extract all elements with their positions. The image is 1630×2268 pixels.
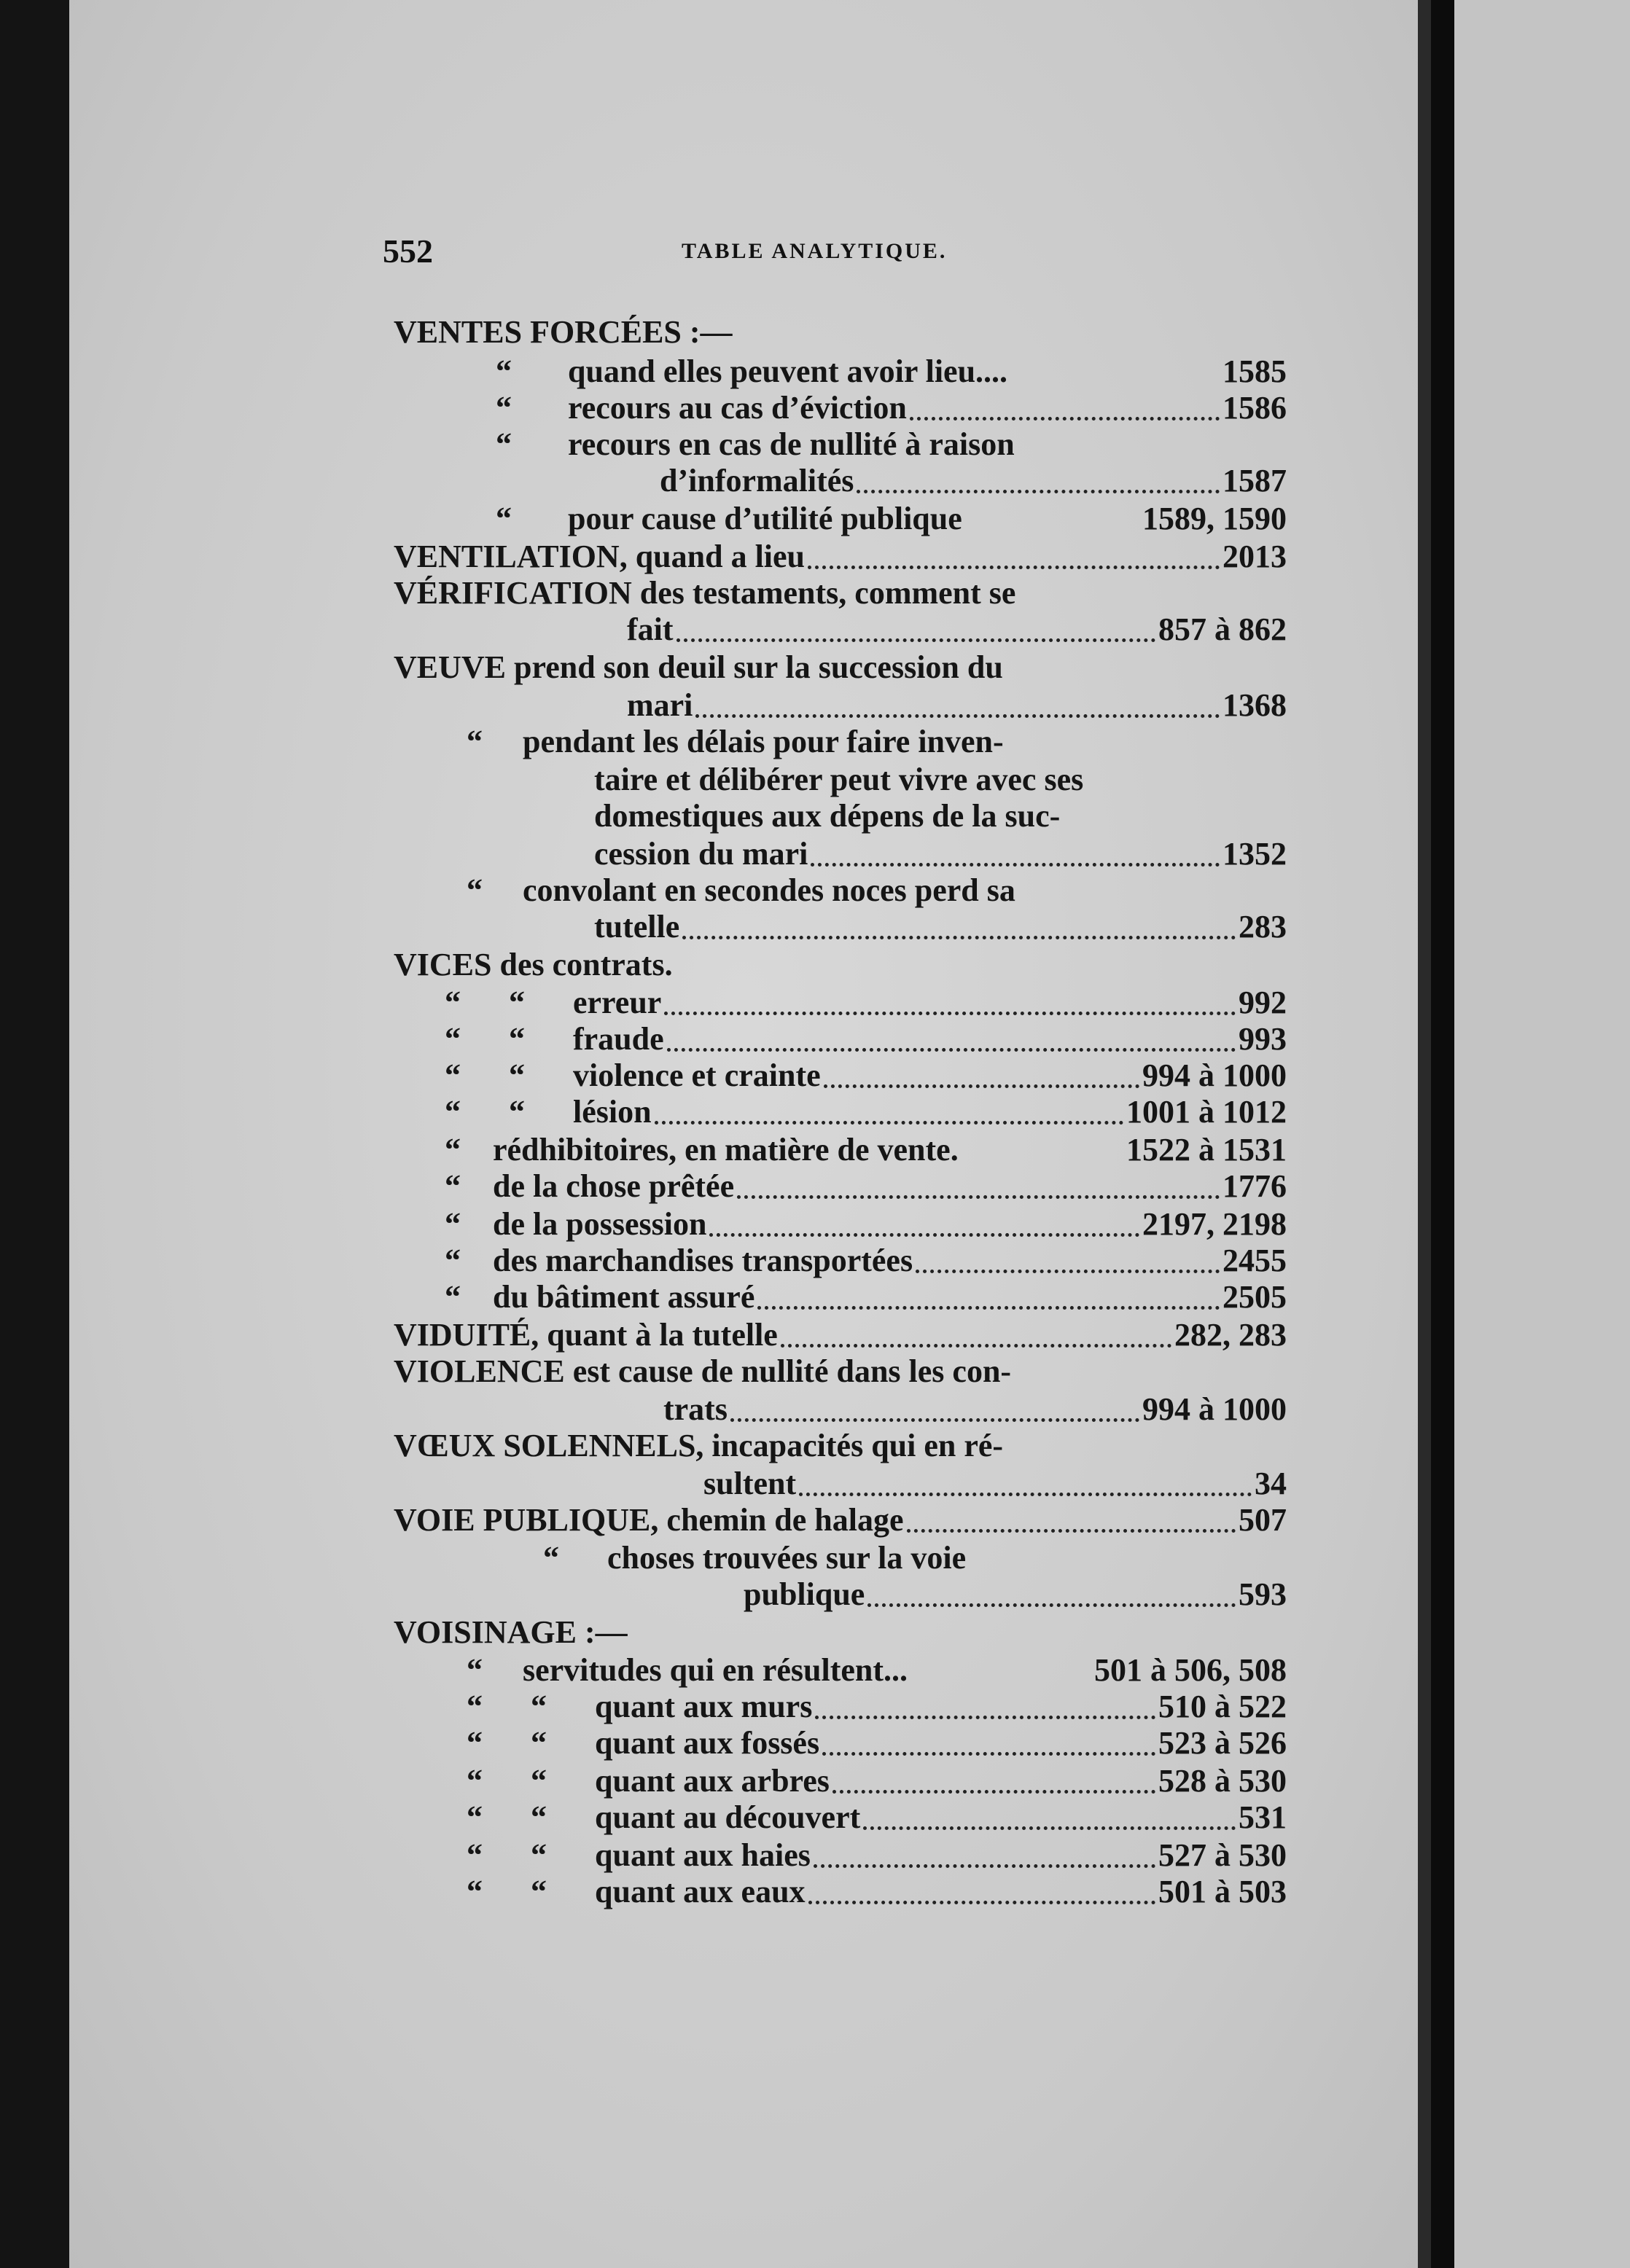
- entry-text: taire et délibérer peut vivre avec ses: [594, 762, 1084, 797]
- entry-text: “ quand elles peuvent avoir lieu....: [496, 353, 1008, 389]
- index-entry: [467, 1837, 1287, 1874]
- index-entry: [445, 1242, 1287, 1280]
- entry-text: “ “ quant aux arbres: [467, 1763, 830, 1799]
- article-reference: 2013: [1222, 539, 1287, 574]
- entry-text: VÉRIFICATION des testaments, comment se: [394, 575, 1016, 611]
- index-entry: [394, 538, 1287, 576]
- entry-text: mari: [627, 687, 693, 723]
- index-entry: [663, 1391, 1287, 1428]
- article-reference: 282, 283: [1174, 1317, 1287, 1353]
- page-header: [383, 232, 1287, 275]
- article-reference: 994 à 1000: [1142, 1057, 1287, 1093]
- index-entry: [627, 611, 1287, 649]
- entry-text: “ des marchandises transportées: [445, 1243, 913, 1278]
- index-entry: [445, 1205, 1287, 1243]
- entry-text: VOIE PUBLIQUE, chemin de halage: [394, 1502, 904, 1538]
- dot-leader: [667, 1048, 1236, 1052]
- index-entry: [394, 1353, 1287, 1391]
- entry-text: d’informalités: [660, 463, 854, 498]
- article-reference: 994 à 1000: [1142, 1391, 1287, 1427]
- index-entry: [467, 723, 1287, 761]
- entry-text: VENTILATION, quand a lieu: [394, 539, 806, 574]
- dot-leader: [799, 1493, 1252, 1496]
- index-entry: [445, 984, 1287, 1022]
- dot-leader: [655, 1121, 1123, 1125]
- index-entry: [744, 1576, 1287, 1614]
- index-entry: [394, 1501, 1287, 1539]
- article-reference: 527 à 530: [1158, 1837, 1287, 1873]
- article-reference: 993: [1239, 1021, 1287, 1057]
- index-entry: [467, 872, 1287, 910]
- article-reference: 531: [1239, 1799, 1287, 1835]
- index-entry: [445, 1131, 1287, 1169]
- entry-text: “ rédhibitoires, en matière de vente.: [445, 1132, 959, 1168]
- dot-leader: [811, 863, 1220, 867]
- index-entry: [496, 389, 1287, 427]
- entry-text: “ de la chose prêtée: [445, 1168, 735, 1204]
- index-entry: [394, 1427, 1287, 1465]
- index-entry: [394, 574, 1287, 612]
- dot-leader: [867, 1603, 1236, 1607]
- entry-text: “ pour cause d’utilité publique: [496, 501, 962, 536]
- page-edge-shadow: [1418, 0, 1431, 2268]
- article-reference: 2455: [1222, 1243, 1287, 1278]
- dot-leader: [781, 1344, 1171, 1348]
- index-entry: [467, 1724, 1287, 1762]
- entry-text: VIOLENCE est cause de nullité dans les con-: [394, 1353, 1012, 1389]
- entry-text: “ “ quant aux murs: [467, 1689, 813, 1724]
- index-entry: [394, 649, 1287, 687]
- article-reference: 507: [1239, 1502, 1287, 1538]
- index-entry: [445, 1168, 1287, 1205]
- entry-text: VICES des contrats.: [394, 947, 673, 982]
- dot-leader: [907, 1529, 1236, 1533]
- index-entry: [394, 946, 1287, 984]
- entry-text: “ choses trouvées sur la voie: [543, 1540, 967, 1576]
- dot-leader: [824, 1084, 1139, 1088]
- dot-leader: [832, 1790, 1155, 1794]
- index-entry: [467, 1873, 1287, 1911]
- article-reference: 510 à 522: [1158, 1689, 1287, 1724]
- entry-text: VOISINAGE :—: [394, 1614, 628, 1650]
- index-entry: [394, 313, 1287, 351]
- dot-leader: [709, 1233, 1139, 1237]
- facing-page-edge: [1454, 0, 1630, 2268]
- article-reference: 501 à 503: [1158, 1874, 1287, 1909]
- index-entry: [445, 1020, 1287, 1058]
- entry-text: “ “ quant au découvert: [467, 1799, 861, 1835]
- entry-text: “ convolant en secondes noces perd sa: [467, 872, 1015, 908]
- index-entry: [496, 353, 1287, 391]
- entry-text: VIDUITÉ, quant à la tutelle: [394, 1317, 778, 1353]
- entry-text: tutelle: [594, 909, 680, 945]
- dot-leader: [910, 417, 1220, 421]
- index-entry: [703, 1465, 1287, 1503]
- dot-leader: [682, 936, 1236, 939]
- index-entry: [445, 1278, 1287, 1316]
- entry-text: domestiques aux dépens de la suc-: [594, 798, 1061, 834]
- index-entry: [594, 761, 1287, 799]
- index-entry: [594, 908, 1287, 946]
- article-reference: 2505: [1222, 1279, 1287, 1315]
- entry-text: VENTES FORCÉES :—: [394, 314, 733, 350]
- article-reference: 1522 à 1531: [1126, 1132, 1287, 1168]
- entry-text: cession du mari: [594, 836, 808, 872]
- index-entry: [594, 797, 1287, 835]
- article-reference: 1587: [1222, 463, 1287, 498]
- index-entry: [594, 835, 1287, 873]
- index-entry: [445, 1093, 1287, 1131]
- article-reference: 1368: [1222, 687, 1287, 723]
- index-entry: [467, 1651, 1287, 1689]
- article-reference: 528 à 530: [1158, 1763, 1287, 1799]
- article-reference: 283: [1239, 909, 1287, 945]
- article-reference: 501 à 506, 508: [1094, 1652, 1287, 1688]
- dot-leader: [757, 1306, 1220, 1310]
- dot-leader: [814, 1864, 1155, 1868]
- index-entry: [660, 462, 1287, 500]
- entry-text: trats: [663, 1391, 728, 1427]
- article-reference: 34: [1255, 1466, 1287, 1501]
- index-entry: [496, 500, 1287, 538]
- dot-leader: [737, 1195, 1220, 1199]
- entry-text: fait: [627, 611, 674, 647]
- dot-leader: [664, 1012, 1236, 1015]
- running-title: TABLE ANALYTIQUE.: [682, 239, 948, 263]
- entry-text: “ servitudes qui en résultent...: [467, 1652, 908, 1688]
- article-reference: 992: [1239, 985, 1287, 1020]
- entry-text: VEUVE prend son deuil sur la succession du: [394, 649, 1003, 685]
- article-reference: 523 à 526: [1158, 1725, 1287, 1761]
- entry-text: “ “ violence et crainte: [445, 1057, 821, 1093]
- entry-text: “ du bâtiment assuré: [445, 1279, 755, 1315]
- entry-text: VŒUX SOLENNELS, incapacités qui en ré-: [394, 1428, 1004, 1463]
- dot-leader: [676, 638, 1155, 642]
- index-entry: [627, 687, 1287, 724]
- entry-text: “ “ fraude: [445, 1021, 664, 1057]
- entry-text: “ recours au cas d’éviction: [496, 390, 907, 426]
- article-reference: 1776: [1222, 1168, 1287, 1204]
- index-entry: [467, 1799, 1287, 1837]
- dot-leader: [863, 1826, 1236, 1830]
- index-entry: [445, 1057, 1287, 1095]
- article-reference: 593: [1239, 1576, 1287, 1612]
- dot-leader: [822, 1752, 1155, 1756]
- dot-leader: [815, 1716, 1155, 1719]
- dot-leader: [916, 1270, 1220, 1273]
- entry-text: publique: [744, 1576, 865, 1612]
- entry-text: “ “ quant aux eaux: [467, 1874, 806, 1909]
- index-entry: [394, 1316, 1287, 1354]
- dot-leader: [857, 490, 1220, 493]
- entry-text: “ recours en cas de nullité à raison: [496, 426, 1015, 462]
- entry-text: “ “ quant aux fossés: [467, 1725, 820, 1761]
- entry-text: “ “ erreur: [445, 985, 662, 1020]
- article-reference: 1586: [1222, 390, 1287, 426]
- article-reference: 2197, 2198: [1142, 1206, 1287, 1242]
- dot-leader: [808, 566, 1220, 569]
- page-number: 552: [383, 232, 433, 270]
- entry-text: “ pendant les délais pour faire inven-: [467, 724, 1004, 759]
- entry-text: “ “ quant aux haies: [467, 1837, 811, 1873]
- article-reference: 1589, 1590: [1142, 501, 1287, 536]
- article-reference: 857 à 862: [1158, 611, 1287, 647]
- index-entry: [467, 1762, 1287, 1800]
- index-entry: [496, 426, 1287, 464]
- article-reference: 1001 à 1012: [1126, 1094, 1287, 1130]
- entry-text: “ de la possession: [445, 1206, 707, 1242]
- dot-leader: [695, 714, 1220, 718]
- entry-text: sultent: [703, 1466, 797, 1501]
- index-entry: [543, 1539, 1287, 1577]
- index-entry: [467, 1688, 1287, 1726]
- book-gutter: [1431, 0, 1454, 2268]
- entry-text: “ “ lésion: [445, 1094, 652, 1130]
- dot-leader: [808, 1901, 1155, 1904]
- index-entry: [394, 1614, 1287, 1651]
- dot-leader: [730, 1418, 1139, 1422]
- article-reference: 1585: [1222, 353, 1287, 389]
- article-reference: 1352: [1222, 836, 1287, 872]
